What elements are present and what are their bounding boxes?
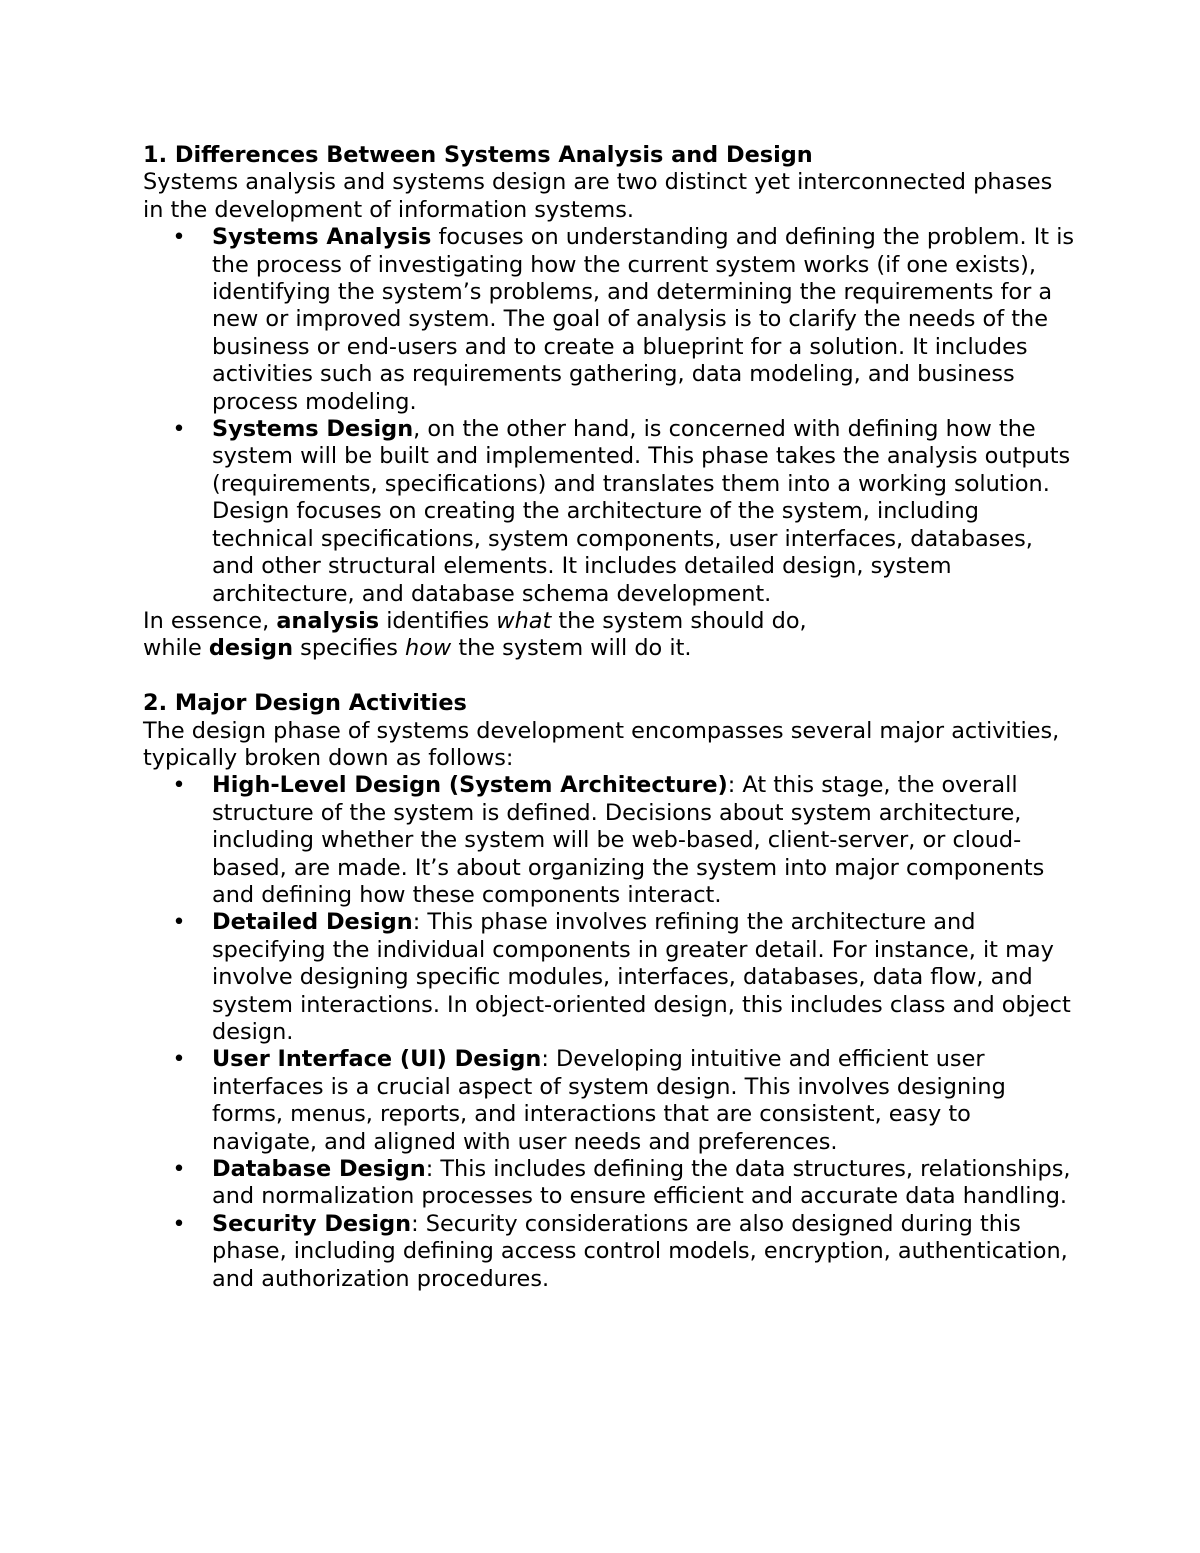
essence-text: the system will do it. — [451, 635, 692, 662]
section-1-heading: 1. Differences Between Systems Analysis and Design — [143, 142, 813, 168]
essence-text: In essence, — [143, 607, 277, 634]
bullet-text: : At this stage, the overall structure of the system is defined. Decisions about system architecture, including whether the system will be web-based, client-server, or cloud-based, are made. It’s about organizing the system into major components and defining how these components interact. — [212, 772, 1045, 908]
bullet-term: Systems Analysis — [212, 224, 432, 251]
essence-text: identifies — [379, 607, 497, 634]
list-item — [143, 772, 1078, 909]
essence-bold-design: design — [208, 635, 294, 662]
section-1-bullet-list — [143, 224, 1078, 608]
bullet-text: focuses on understanding and defining the problem. It is the process of investigating how the current system works (if one exists), identifying the system’s problems, and determining the requirements for a new or improved system. The goal of analysis is to clarify the needs of the business or end-users and to create a blueprint for a solution. It includes activities such as requirements gathering, data modeling, and business process modeling. — [212, 224, 1075, 415]
list-item — [143, 1156, 1078, 1211]
bullet-text: : This phase involves refining the architecture and specifying the individual components in greater detail. For instance, it may involve designing specific modules, interfaces, databases, data flow, and system interactions. In object-oriented design, this includes class and object design. — [212, 909, 1071, 1045]
bullet-icon: • — [172, 1156, 186, 1183]
bullet-term: High-Level Design (System Architecture) — [212, 772, 728, 799]
bullet-icon: • — [172, 772, 186, 799]
section-1-intro: Systems analysis and systems design are two distinct yet interconnected phases in the development of information systems. — [143, 169, 1053, 223]
list-item — [143, 416, 1078, 608]
document-page — [143, 142, 1078, 1293]
bullet-term: Systems Design — [212, 416, 414, 443]
bullet-term: Security Design — [212, 1210, 412, 1237]
bullet-icon: • — [172, 909, 186, 936]
essence-line-1 — [143, 608, 1078, 635]
essence-italic-what: what — [496, 607, 552, 634]
essence-text: while — [143, 635, 209, 662]
bullet-text: : Developing intuitive and efficient user interfaces is a crucial aspect of system design. This involves designing forms, menus, reports, and interactions that are consistent, easy to navigate, and aligned with user needs and preferences. — [212, 1046, 1006, 1155]
essence-text: the system should do, — [551, 607, 807, 634]
essence-line-2 — [143, 635, 1078, 662]
essence-italic-how: how — [405, 635, 452, 662]
bullet-icon: • — [172, 1210, 186, 1237]
bullet-icon: • — [172, 1046, 186, 1073]
section-2-heading: 2. Major Design Activities — [143, 690, 467, 717]
bullet-icon: • — [172, 416, 186, 443]
list-item — [143, 1211, 1078, 1293]
bullet-text: : Security considerations are also designed during this phase, including defining access control models, encryption, authentication, and authorization procedures. — [212, 1210, 1068, 1292]
bullet-term: Database Design — [212, 1156, 426, 1183]
bullet-text: , on the other hand, is concerned with defining how the system will be built and implemented. This phase takes the analysis outputs (requirements, specifications) and translates them into a working solution. Design focuses on creating the architecture of the system, including technical specifications, system components, user interfaces, databases, and other structural elements. It includes detailed design, system architecture, and database schema development. — [212, 416, 1071, 607]
section-spacer — [143, 663, 1078, 690]
bullet-term: Detailed Design — [212, 909, 413, 936]
essence-bold-analysis: analysis — [276, 607, 380, 634]
bullet-term: User Interface (UI) Design — [212, 1046, 542, 1073]
list-item — [143, 224, 1078, 416]
section-2-bullet-list — [143, 772, 1078, 1293]
bullet-icon: • — [172, 224, 186, 251]
list-item — [143, 1046, 1078, 1156]
essence-text: specifies — [293, 635, 405, 662]
bullet-text: : This includes defining the data structures, relationships, and normalization processes to ensure efficient and accurate data handling. — [212, 1156, 1071, 1210]
list-item — [143, 909, 1078, 1046]
section-2-intro: The design phase of systems development encompasses several major activities, typically broken down as follows: — [143, 717, 1060, 771]
